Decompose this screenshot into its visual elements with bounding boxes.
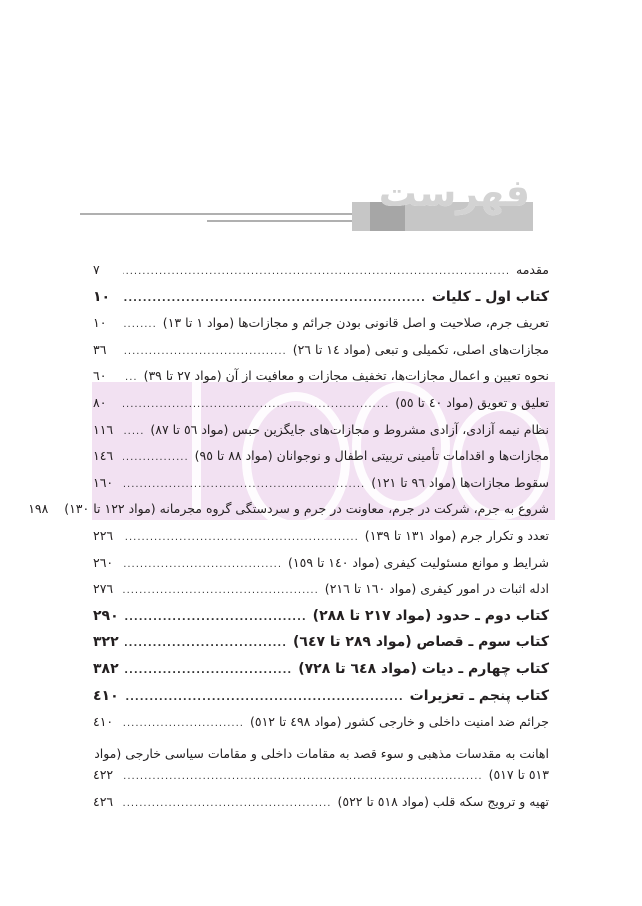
table-of-contents xyxy=(28,262,549,820)
toc-entry[interactable] xyxy=(93,767,549,794)
toc-entry-title: سقوط مجازات‌ها (مواد ۹٦ تا ۱۲۱) xyxy=(371,474,549,490)
toc-entry-page: ۲۷٦ xyxy=(93,581,114,597)
toc-entry-page: ۱٤٦ xyxy=(93,448,114,464)
toc-entry-page: ۲۲٦ xyxy=(93,527,114,543)
toc-entry-page: ۲٦۰ xyxy=(93,554,114,570)
toc-entry[interactable] xyxy=(93,448,549,475)
toc-entry[interactable] xyxy=(93,422,549,449)
toc-entry-title: ادله اثبات در امور کیفری (مواد ۱٦۰ تا ۲۱٦) xyxy=(324,581,549,597)
dot-leader xyxy=(125,612,307,623)
toc-entry[interactable] xyxy=(93,262,549,289)
toc-entry-title: شرایط و موانع مسئولیت کیفری (مواد ۱٤۰ تا ۱٥۹) xyxy=(288,554,549,570)
dot-leader xyxy=(123,559,282,570)
toc-entry[interactable] xyxy=(93,581,549,608)
dot-leader xyxy=(123,532,359,543)
toc-entry-title: مقدمه xyxy=(516,262,549,277)
toc-entry-title: کتاب اول ـ کلیات xyxy=(431,288,549,305)
toc-entry[interactable] xyxy=(93,634,549,661)
toc-entry[interactable] xyxy=(93,661,549,688)
toc-entry-title: تعدد و تکرار جرم (مواد ۱۳۱ تا ۱۳۹) xyxy=(364,527,549,543)
dot-leader xyxy=(123,319,157,330)
toc-entry-page: ۲۹۰ xyxy=(93,607,119,624)
dot-leader xyxy=(123,372,138,383)
toc-entry-title: کتاب چهارم ـ دیات (مواد ٦٤۸ تا ۷۲۸) xyxy=(298,660,549,677)
toc-entry-title: جرائم ضد امنیت داخلی و خارجی کشور (مواد ٤۹۸ تا ٥۱۲) xyxy=(249,714,549,730)
toc-entry-title: کتاب پنجم ـ تعزیرات xyxy=(409,687,549,704)
toc-entry[interactable] xyxy=(93,475,549,502)
toc-entry-title: مجازات‌های اصلی، تکمیلی و تبعی (مواد ۱٤ تا ۲٦) xyxy=(292,341,549,357)
toc-entry-title: تعلیق و تعویق (مواد ٤۰ تا ٥٥) xyxy=(395,394,549,410)
toc-entry[interactable] xyxy=(93,714,549,741)
toc-entry[interactable] xyxy=(93,608,549,635)
toc-entry-title: تهیه و ترویج سکه قلب (مواد ٥۱۸ تا ٥۲۲) xyxy=(337,793,549,809)
toc-entry-page: ٦۰ xyxy=(93,368,107,384)
toc-entry-title: کتاب سوم ـ قصاص (مواد ۲۸۹ تا ٦٤۷) xyxy=(293,634,549,651)
toc-entry-title: ٥۱۳ تا ٥۱۷) xyxy=(488,767,549,783)
toc-entry-page: ۷ xyxy=(93,262,100,277)
dot-leader xyxy=(125,665,293,676)
dot-leader xyxy=(123,426,144,437)
toc-entry-title: کتاب دوم ـ حدود (مواد ۲۱۷ تا ۲۸۸) xyxy=(312,607,549,624)
toc-entry-page: ۳۸۲ xyxy=(93,660,119,677)
page-title: فهرست xyxy=(378,171,530,215)
dot-leader xyxy=(123,479,365,490)
toc-entry-page: ۱۰ xyxy=(93,315,107,331)
toc-entry[interactable] xyxy=(93,794,549,821)
toc-entry[interactable] xyxy=(93,688,549,715)
toc-entry-page: ٤۲٦ xyxy=(93,793,114,809)
toc-entry-wrapped-line1[interactable]: اهانت به مقدسات مذهبی و سوء قصد به مقامات داخلی و مقامات سیاسی خارجی (مواد xyxy=(94,745,549,761)
toc-entry-page: ۸۰ xyxy=(93,394,107,410)
toc-entry-page: ٤۱۰ xyxy=(93,687,119,704)
dot-leader xyxy=(123,293,426,304)
dot-leader xyxy=(123,718,244,729)
header-rule xyxy=(80,213,352,215)
toc-entry[interactable] xyxy=(93,395,549,422)
toc-entry-page: ۱۰ xyxy=(93,288,111,305)
toc-entry-page: ۳۲۲ xyxy=(93,634,119,651)
toc-entry-page: ۱۹۸ xyxy=(28,501,49,517)
toc-entry-title: نظام نیمه آزادی، آزادی مشروط و مجازات‌های جایگزین حبس (مواد ٥٦ تا ۸۷) xyxy=(150,421,549,437)
dot-leader xyxy=(123,346,287,357)
toc-entry-title: نحوه تعیین و اعمال مجازات‌ها، تخفیف مجازات و معافیت از آن (مواد ۲۷ تا ۳۹) xyxy=(143,368,549,384)
toc-entry[interactable] xyxy=(93,368,549,395)
toc-entry-page: ۱۱٦ xyxy=(93,421,114,437)
toc-entry-title: تعریف جرم، صلاحیت و اصل قانونی بودن جرائم و مجازات‌ها (مواد ۱ تا ۱۳) xyxy=(162,315,549,331)
toc-entry[interactable] xyxy=(93,289,549,316)
dot-leader xyxy=(123,399,389,410)
dot-leader xyxy=(125,638,287,649)
toc-entry-title: شروع به جرم، شرکت در جرم، معاونت در جرم و سردستگی گروه مجرمانه (مواد ۱۲۲ تا ۱۳۰) xyxy=(64,501,549,517)
toc-entry-page: ۱٦۰ xyxy=(93,474,114,490)
toc-entry-page: ٤۱۰ xyxy=(93,714,114,730)
toc-entry-title: مجازات‌ها و اقدامات تأمینی تربیتی اطفال و نوجوانان (مواد ۸۸ تا ۹٥) xyxy=(194,448,549,464)
toc-entry[interactable] xyxy=(93,342,549,369)
toc-entry[interactable] xyxy=(93,528,549,555)
toc-entry[interactable] xyxy=(93,555,549,582)
dot-leader xyxy=(123,771,483,782)
dot-leader xyxy=(123,798,331,809)
toc-entry[interactable] xyxy=(93,315,549,342)
header-rule xyxy=(207,220,352,222)
dot-leader xyxy=(125,692,404,703)
toc-entry[interactable] xyxy=(28,501,549,528)
toc-entry-page: ۳٦ xyxy=(93,341,107,357)
toc-entry-page: ٤۲۲ xyxy=(93,767,114,783)
dot-leader xyxy=(123,585,319,596)
dot-leader xyxy=(123,452,189,463)
dot-leader xyxy=(123,266,510,277)
